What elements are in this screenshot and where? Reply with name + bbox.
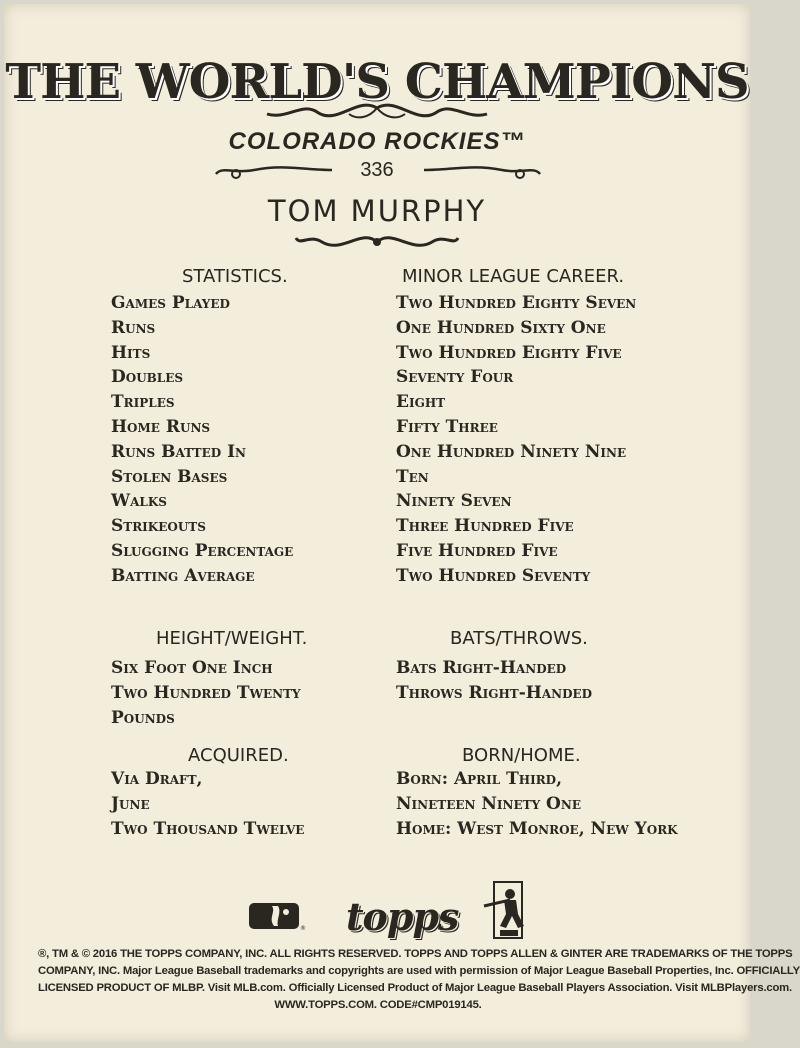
height-weight-line: Pounds	[111, 707, 175, 728]
acquired-line: Via Draft,	[111, 769, 203, 789]
born-home-heading: BORN/HOME.	[462, 745, 581, 766]
bats-throws-heading: BATS/THROWS.	[450, 628, 588, 649]
svg-text:®: ®	[300, 925, 306, 932]
born-home-lines	[396, 767, 678, 841]
stat-value: Ninety Seven	[396, 491, 512, 512]
height-weight-lines	[111, 656, 301, 730]
stat-value: Five Hundred Five	[396, 540, 558, 561]
stat-label: Slugging Percentage	[111, 540, 294, 561]
statistics-labels	[111, 291, 293, 589]
stat-value: Two Hundred Eighty Five	[396, 342, 622, 363]
stat-value: Eight	[396, 392, 446, 413]
card-back	[4, 4, 800, 1042]
mlb-players-logo-icon	[480, 880, 534, 940]
legal-text	[38, 946, 800, 1014]
born-home-line: Home: West Monroe, New York	[396, 818, 678, 839]
card-title: THE WORLD'S CHAMPIONS	[5, 54, 749, 110]
born-home-line: Nineteen Ninety One	[396, 793, 581, 814]
born-home-line: Born: April Third,	[396, 769, 563, 789]
mlb-logo-icon	[248, 902, 304, 932]
bats-throws-line: Throws Right-Handed	[396, 682, 593, 703]
height-weight-line: Six Foot One Inch	[111, 658, 273, 678]
ornament-flourish-icon	[257, 100, 497, 130]
legal-line: ®, TM & © 2016 THE TOPPS COMPANY, INC. ALL RIGHTS RESERVED. TOPPS AND TOPPS ALLEN & GINTER ARE TRADEMARKS OF THE TOPPS	[38, 948, 793, 960]
career-heading: MINOR LEAGUE CAREER.	[402, 266, 625, 287]
height-weight-heading: HEIGHT/WEIGHT.	[156, 628, 308, 649]
stat-label: Games Played	[111, 293, 230, 313]
stat-value: One Hundred Sixty One	[396, 317, 606, 338]
stat-value: One Hundred Ninety Nine	[396, 441, 627, 462]
legal-line: WWW.TOPPS.COM. CODE#CMP019145.	[274, 999, 482, 1011]
stat-value: Two Hundred Seventy	[396, 565, 591, 586]
stat-label: Home Runs	[111, 416, 211, 437]
topps-logo: topps	[346, 894, 459, 939]
statistics-heading: STATISTICS.	[182, 266, 288, 287]
stat-value: Three Hundred Five	[396, 516, 574, 537]
bats-throws-line: Bats Right-Handed	[396, 658, 567, 678]
stat-label: Runs Batted In	[111, 441, 246, 462]
acquired-heading: ACQUIRED.	[188, 745, 289, 766]
statistics-values	[396, 291, 636, 589]
stat-label: Walks	[111, 491, 167, 512]
legal-line: LICENSED PRODUCT OF MLBP. Visit MLB.com. Officially Licensed Product of Major League Baseball Players Association. Visit MLBPlayers.com.	[38, 982, 792, 994]
stat-label: Triples	[111, 392, 175, 413]
stat-label: Runs	[111, 317, 156, 338]
stat-value: Two Hundred Eighty Seven	[396, 293, 637, 313]
team-name: COLORADO ROCKIES™	[228, 128, 526, 155]
stat-label: Hits	[111, 342, 151, 363]
name-flourish-icon	[292, 228, 462, 256]
stat-label: Stolen Bases	[111, 466, 228, 487]
card-number: 336	[360, 159, 394, 181]
stat-label: Doubles	[111, 367, 184, 388]
stat-value: Fifty Three	[396, 416, 498, 437]
stat-value: Ten	[396, 466, 429, 487]
stat-label: Strikeouts	[111, 516, 206, 537]
acquired-lines	[111, 767, 304, 841]
bats-throws-lines	[396, 656, 592, 706]
player-name: TOM MURPHY	[267, 194, 487, 228]
stat-label: Batting Average	[111, 565, 255, 586]
height-weight-line: Two Hundred Twenty	[111, 682, 301, 703]
stat-value: Seventy Four	[396, 367, 514, 388]
acquired-line: Two Thousand Twelve	[111, 818, 305, 839]
legal-line: COMPANY, INC. Major League Baseball trademarks and copyrights are used with permission of Major League Baseball Properties, Inc. OFFICIALLY	[38, 965, 800, 977]
acquired-line: June	[111, 793, 150, 814]
